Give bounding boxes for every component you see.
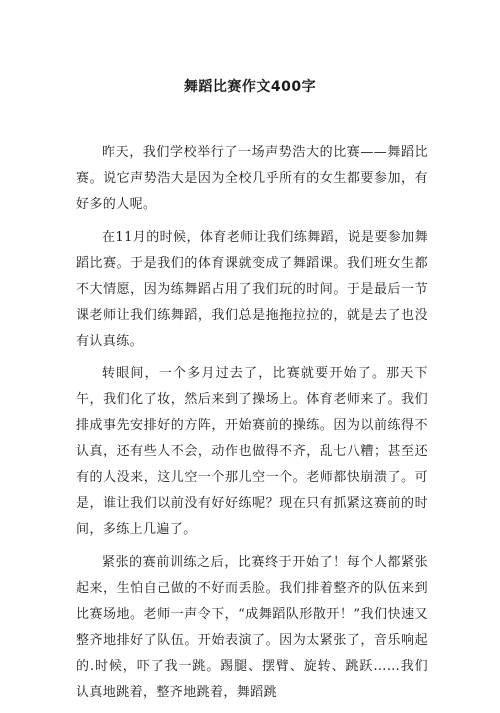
- paragraph-1: 昨天，我们学校举行了一场声势浩大的比赛——舞蹈比赛。说它声势浩大是因为全校几乎所有的女生都要参加，有好多的人呢。: [76, 145, 428, 212]
- essay-body: [76, 140, 428, 713]
- paragraph-2: 在11月的时候，体育老师让我们练舞蹈，说是要参加舞蹈比赛。于是我们的体育课就变成了舞蹈课。我们班女生都不大情愿，因为练舞蹈占用了我们玩的时间。于是最后一节课老师让我们练舞蹈，我们总是拖拖拉拉的，就是去了也没有认真练。: [76, 229, 428, 349]
- essay-title: 舞蹈比赛作文400字: [183, 79, 317, 95]
- paragraph-4: 紧张的赛前训练之后，比赛终于开始了！每个人都紧张起来，生怕自己做的不好而丢脸。我们排着整齐的队伍来到比赛场地。老师一声令下，“成舞蹈队形散开！”我们快速又整齐地排好了队伍。开始表演了。因为太紧张了，音乐响起的.时候，吓了我一跳。踢腿、摆臂、旋转、跳跃……我们认真地跳着，整齐地跳着，舞蹈跳: [76, 555, 428, 701]
- paragraph-3: 转眼间，一个多月过去了，比赛就要开始了。那天下午，我们化了妆，然后来到了操场上。体育老师来了。我们排成事先安排好的方阵，开始赛前的操练。因为以前练得不认真，还有些人不会，动作也做得不齐，乱七八糟；甚至还有的人没来，这儿空一个那儿空一个。老师都快崩溃了。可是，谁让我们以前没有好好练呢？现在只有抓紧这赛前的时间，多练上几遍了。: [76, 366, 428, 538]
